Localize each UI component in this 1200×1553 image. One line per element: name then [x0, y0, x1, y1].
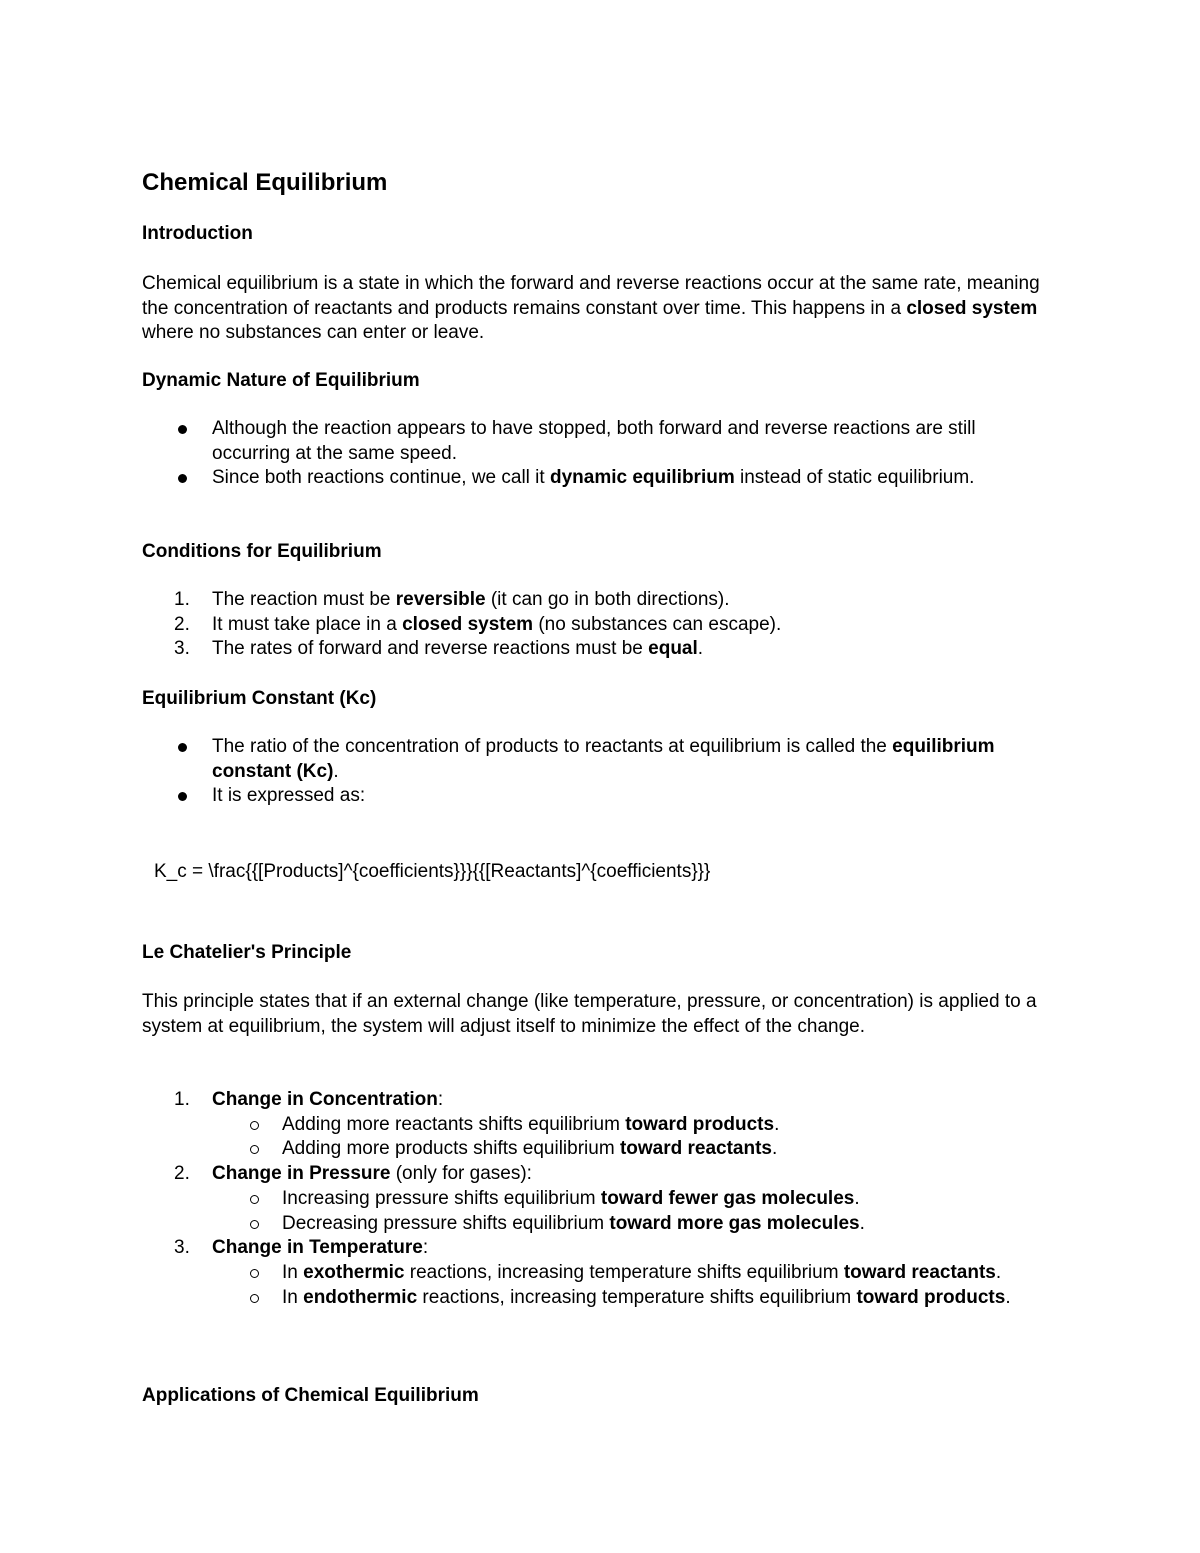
sub-tail: . [1005, 1286, 1011, 1308]
list-number: 3. [174, 638, 190, 660]
condition-text: The rates of forward and reverse reactions must be [212, 638, 649, 660]
condition-text: It must take place in a [212, 613, 403, 635]
condition-text: The reaction must be [212, 589, 396, 610]
dynamic-item-2-bold: dynamic equilibrium [549, 467, 735, 489]
sub-text: Adding more reactants shifts equilibrium [282, 1113, 626, 1135]
sub-list-item [142, 1137, 1042, 1162]
circle-bullet-icon [250, 1269, 259, 1278]
sub-text: In [282, 1286, 304, 1308]
sub-bold: endothermic [303, 1286, 418, 1308]
document-title: Chemical Equilibrium [142, 169, 388, 196]
circle-bullet-icon [250, 1220, 259, 1229]
sub-list-wrapper [142, 1113, 1042, 1162]
list-item [142, 466, 1042, 491]
sub-bold: toward more gas molecules [609, 1212, 860, 1234]
list-item [142, 1162, 1042, 1187]
kc-item-1-text: The ratio of the concentration of products to reactants at equilibrium is called the [212, 736, 893, 757]
sub-list-item [142, 1187, 1042, 1212]
condition-tail: . [697, 638, 704, 660]
change-heading-tail: (only for gases): [390, 1163, 532, 1185]
bullet-icon [178, 425, 187, 434]
kc-formula: K_c = \frac{{[Products]^{coefficients}}}{{[Reactants]^{coefficients}}} [154, 861, 711, 882]
list-item [142, 784, 1042, 809]
change-heading-tail: : [437, 1089, 444, 1110]
sub-bold: toward products [625, 1113, 775, 1135]
sub-text-2: reactions, increasing temperature shifts equilibrium [404, 1261, 844, 1283]
le-chatelier-list [142, 1088, 1042, 1310]
circle-bullet-icon [250, 1195, 259, 1204]
sub-bold: toward reactants [619, 1138, 772, 1160]
kc-item-2: It is expressed as: [212, 785, 366, 807]
list-item [142, 1236, 1042, 1261]
sub-tail: . [774, 1113, 780, 1135]
sub-tail: . [859, 1212, 865, 1234]
heading-dynamic-nature: Dynamic Nature of Equilibrium [142, 370, 420, 391]
list-number: 1. [174, 1089, 190, 1110]
list-number: 2. [174, 1163, 190, 1185]
heading-equilibrium-constant: Equilibrium Constant (Kc) [142, 688, 377, 709]
condition-bold: equal [648, 638, 698, 660]
sub-list [142, 1187, 1042, 1236]
sub-list [142, 1261, 1042, 1310]
dynamic-item-1: Although the reaction appears to have stopped, both forward and reverse reactions are still occurring at the same speed. [212, 418, 976, 464]
le-chatelier-paragraph: This principle states that if an external change (like temperature, pressure, or concentration) is applied to a system at equilibrium, the system will adjust itself to minimize the effect of the change. [142, 991, 1037, 1037]
list-item [142, 613, 1042, 638]
sub-bold-2: toward reactants [843, 1261, 996, 1283]
kc-item-1-bold: equilibrium constant (Kc) [212, 736, 995, 782]
bullet-icon [178, 792, 187, 801]
sub-bold: toward fewer gas molecules [600, 1187, 855, 1209]
bullet-icon [178, 474, 187, 483]
sub-tail: . [995, 1261, 1002, 1283]
dynamic-list [142, 417, 1042, 491]
sub-list-item [142, 1286, 1042, 1311]
list-number: 1. [174, 589, 190, 610]
heading-applications: Applications of Chemical Equilibrium [142, 1385, 479, 1406]
intro-text-1: Chemical equilibrium is a state in which the forward and reverse reactions occur at the same rate, meaning the concentration of reactants and products remains constant over time. This happens in a [142, 273, 1040, 319]
list-item [142, 417, 1042, 466]
circle-bullet-icon [250, 1145, 259, 1154]
sub-list-item [142, 1212, 1042, 1237]
dynamic-item-2-tail: instead of static equilibrium. [734, 467, 975, 489]
change-heading-bold: Change in Pressure [212, 1163, 391, 1185]
list-item [142, 735, 1042, 784]
sub-text: Increasing pressure shifts equilibrium [282, 1187, 601, 1209]
heading-conditions: Conditions for Equilibrium [142, 541, 382, 562]
change-heading-bold: Change in Temperature [212, 1237, 423, 1259]
condition-bold: reversible [395, 589, 486, 610]
sub-text: Decreasing pressure shifts equilibrium [282, 1212, 610, 1234]
change-heading-tail: : [422, 1237, 429, 1259]
sub-text: Adding more products shifts equilibrium [282, 1138, 620, 1160]
circle-bullet-icon [250, 1294, 259, 1303]
sub-list [142, 1113, 1042, 1162]
sub-text: In [282, 1261, 304, 1283]
kc-item-1-tail: . [333, 760, 339, 782]
list-item [142, 588, 1042, 613]
sub-list-wrapper [142, 1187, 1042, 1236]
list-item [142, 1088, 1042, 1113]
intro-text-2: where no substances can enter or leave. [142, 322, 485, 344]
condition-tail: (no substances can escape). [533, 613, 782, 635]
list-number: 3. [174, 1237, 190, 1259]
list-item [142, 637, 1042, 662]
list-number: 2. [174, 613, 190, 635]
intro-bold-closed-system: closed system [906, 297, 1038, 319]
bullet-icon [178, 743, 187, 752]
sub-list-wrapper [142, 1261, 1042, 1310]
conditions-list [142, 588, 1042, 662]
sub-bold: exothermic [303, 1261, 405, 1283]
heading-introduction: Introduction [142, 223, 253, 244]
kc-list [142, 735, 1042, 809]
sub-tail: . [771, 1138, 778, 1160]
sub-tail: . [854, 1187, 860, 1209]
sub-text-2: reactions, increasing temperature shifts equilibrium [417, 1286, 857, 1308]
sub-bold-2: toward products [856, 1286, 1006, 1308]
change-heading-bold: Change in Concentration [212, 1089, 438, 1110]
condition-bold: closed system [402, 613, 534, 635]
condition-tail: (it can go in both directions). [485, 589, 730, 610]
circle-bullet-icon [250, 1121, 259, 1130]
sub-list-item [142, 1113, 1042, 1138]
intro-paragraph [142, 272, 1042, 346]
heading-le-chatelier: Le Chatelier's Principle [142, 942, 352, 963]
sub-list-item [142, 1261, 1042, 1286]
dynamic-item-2-text: Since both reactions continue, we call it [212, 467, 550, 489]
